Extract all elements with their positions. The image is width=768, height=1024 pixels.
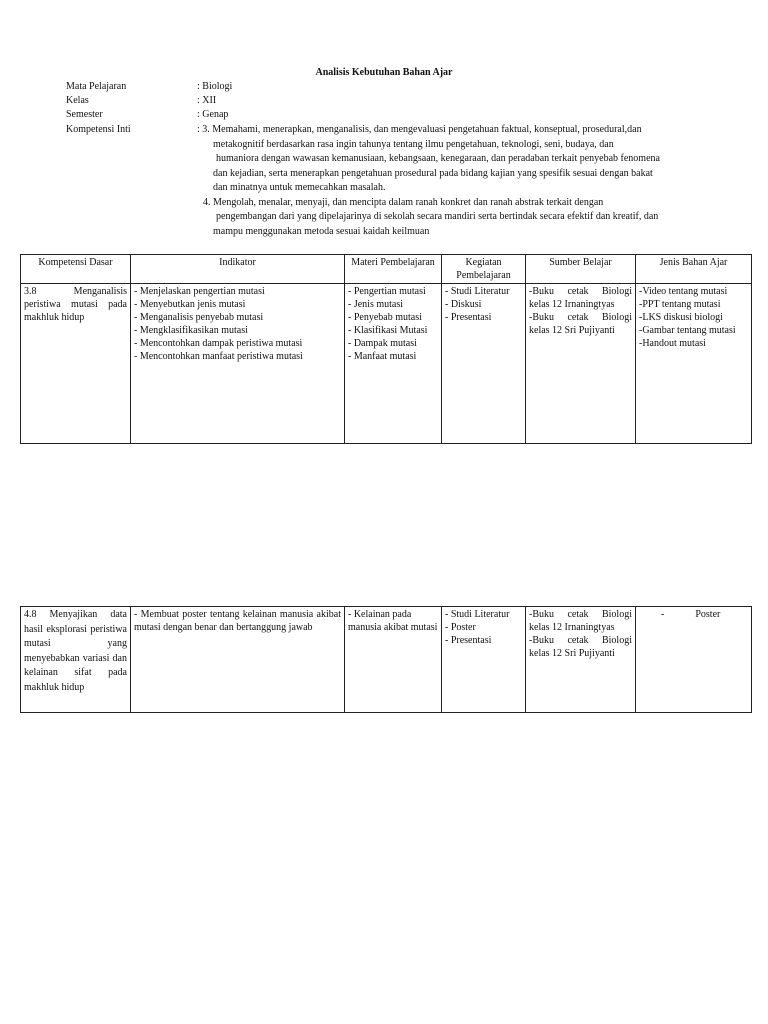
list-bullet: -: [661, 609, 665, 620]
table-row: [21, 607, 752, 713]
table-header-row: [21, 255, 752, 284]
list-item: - Menganalisis penyebab mutasi: [134, 312, 264, 323]
cell-sumber: [526, 284, 636, 444]
cell-jenis: [636, 284, 752, 444]
list-item: - Mencontohkan manfaat peristiwa mutasi: [134, 351, 303, 362]
header-kompetensi-dasar: Kompetensi Dasar: [21, 255, 131, 284]
header-sumber: Sumber Belajar: [526, 255, 636, 284]
ki-line: mampu menggunakan metoda sesuai kaidah keilmuan: [213, 226, 430, 237]
cell-sumber: [526, 607, 636, 713]
list-item: - Jenis mutasi: [348, 299, 403, 310]
table-row: [21, 284, 752, 444]
ki-line: dan kejadian, serta menerapkan pengetahuan prosedural pada bidang kajian yang spesifik sesuai dengan bakat: [213, 168, 653, 179]
meta-value: : XII: [197, 95, 217, 106]
list-item: -Buku cetak Biologi kelas 12 Irnaningtyas: [529, 609, 632, 633]
list-item: - Poster: [445, 622, 476, 633]
ki-line: humaniora dengan wawasan kemanusiaan, kebangsaan, kenegaraan, dan peradaban terkait penyebab fenomena: [216, 153, 660, 164]
cell-materi: [345, 284, 442, 444]
list-item: -Buku cetak Biologi kelas 12 Sri Pujiyanti: [529, 635, 632, 659]
list-item: -PPT tentang mutasi: [639, 299, 721, 310]
cell-kegiatan: [442, 284, 526, 444]
list-item: - Pengertian mutasi: [348, 286, 426, 297]
list-item: - Studi Literatur: [445, 609, 510, 620]
meta-value: : 3. Memahami, menerapkan, menganalisis, dan mengevaluasi pengetahuan faktual, konseptual, prosedural,dan: [197, 124, 642, 135]
cell-indikator: [131, 284, 345, 444]
meta-value: : Genap: [197, 109, 229, 120]
cell-kompetensi-dasar: 4.8 Menyajikan data hasil eksplorasi peristiwa mutasi yang menyebabkan variasi dan kelainan sifat pada makhluk hidup: [21, 607, 131, 713]
list-item: [639, 608, 748, 621]
meta-label: Kompetensi Inti: [66, 124, 131, 135]
list-item: - Klasifikasi Mutasi: [348, 325, 428, 336]
cell-materi: [345, 607, 442, 713]
cell-jenis: [636, 607, 752, 713]
ki-line: 4. Mengolah, menalar, menyaji, dan mencipta dalam ranah konkret dan ranah abstrak terkait dengan: [203, 197, 604, 208]
analysis-table: [20, 254, 752, 444]
list-item: - Studi Literatur: [445, 286, 510, 297]
document-title: Analisis Kebutuhan Bahan Ajar: [315, 67, 453, 78]
header-kegiatan: Kegiatan Pembelajaran: [442, 255, 526, 284]
header-indikator: Indikator: [131, 255, 345, 284]
meta-value: : Biologi: [197, 81, 233, 92]
list-item: - Manfaat mutasi: [348, 351, 417, 362]
list-item: -Handout mutasi: [639, 338, 706, 349]
list-item: -Video tentang mutasi: [639, 286, 728, 297]
meta-label: Semester: [66, 109, 103, 120]
ki-line: pengembangan dari yang dipelajarinya di sekolah secara mandiri serta bertindak secara efektif dan kreatif, dan: [216, 211, 659, 222]
meta-label: Kelas: [66, 95, 89, 106]
list-item: - Dampak mutasi: [348, 338, 417, 349]
list-item: -Gambar tentang mutasi: [639, 325, 736, 336]
list-text: Poster: [695, 609, 721, 620]
list-item: - Presentasi: [445, 635, 492, 646]
meta-label: Mata Pelajaran: [66, 81, 127, 92]
list-item: -LKS diskusi biologi: [639, 312, 723, 323]
analysis-table-continued: [20, 606, 752, 713]
list-item: - Membuat poster tentang kelainan manusia akibat mutasi dengan benar dan bertanggung jawab: [134, 609, 341, 633]
header-jenis: Jenis Bahan Ajar: [636, 255, 752, 284]
list-item: - Menjelaskan pengertian mutasi: [134, 286, 265, 297]
list-item: -Buku cetak Biologi kelas 12 Irnaningtyas: [529, 286, 632, 310]
cell-indikator: [131, 607, 345, 713]
list-item: - Penyebab mutasi: [348, 312, 422, 323]
list-item: - Diskusi: [445, 299, 482, 310]
list-item: - Menyebutkan jenis mutasi: [134, 299, 246, 310]
cell-kegiatan: [442, 607, 526, 713]
cell-kompetensi-dasar: 3.8 Menganalisis peristiwa mutasi pada makhluk hidup: [21, 284, 131, 444]
ki-line: metakognitif berdasarkan rasa ingin tahunya tentang ilmu pengetahuan, teknologi, seni, budaya, dan: [213, 139, 614, 150]
header-materi: Materi Pembelajaran: [345, 255, 442, 284]
list-item: - Presentasi: [445, 312, 492, 323]
list-item: -Buku cetak Biologi kelas 12 Sri Pujiyanti: [529, 312, 632, 336]
ki-line: dan minatnya untuk memecahkan masalah.: [213, 182, 386, 193]
list-item: - Mencontohkan dampak peristiwa mutasi: [134, 338, 303, 349]
list-item: - Mengklasifikasikan mutasi: [134, 325, 248, 336]
list-item: - Kelainan pada manusia akibat mutasi: [348, 609, 438, 633]
